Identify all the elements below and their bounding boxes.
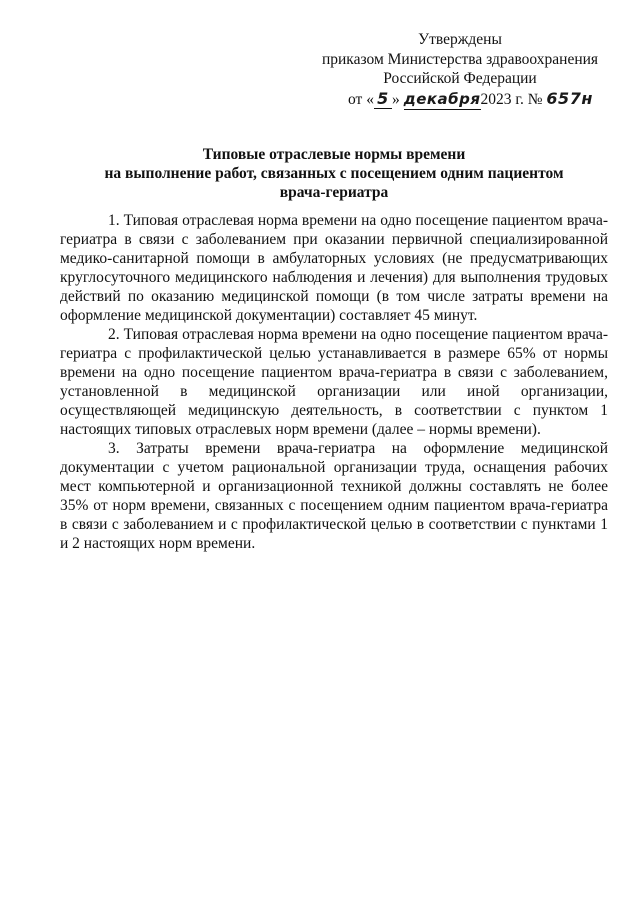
handwritten-day: 5 [374, 89, 392, 110]
approval-date-line [300, 89, 620, 111]
handwritten-month: декабря [404, 90, 481, 111]
date-prefix: от « [348, 90, 374, 108]
title-line-3: врача-гериатра [279, 184, 389, 201]
approval-country: Российской Федерации [383, 70, 537, 87]
date-day-close: » [391, 90, 400, 108]
paragraph-1: 1. Типовая отраслевая норма времени на одно посещение пациентом врача-гериатра в связи с заболеванием при оказании первичной специализированной медико-санитарной помощи в амбулаторных условиях (не предусматривающих круглосуточного медицинского наблюдения и лечения) для выполнения трудовых действий по оказанию медицинской помощи (в том числе затраты времени на оформление медицинской документации) составляет 45 минут. [60, 212, 608, 324]
year-and-number-label: 2023 г. № [480, 90, 543, 108]
title-line-1: Типовые отраслевые нормы времени [202, 146, 466, 163]
handwritten-order-number: 657н [546, 88, 593, 108]
document-body [60, 211, 608, 553]
document-title [60, 145, 608, 202]
paragraph-3: 3. Затраты времени врача-гериатра на оформление медицинской документации с учетом рациональной организации труда, оснащения рабочих мест компьютерной и организационной техникой должны составлять не более 35% от норм времени, связанных с посещением одним пациентом врача-гериатра в связи с заболеванием и с профилактической целью в соответствии с пунктами 1 и 2 настоящих норм времени. [60, 440, 608, 552]
title-line-2: на выполнение работ, связанных с посещением одним пациентом [104, 165, 564, 182]
approval-block [300, 30, 620, 110]
approval-heading: Утверждены [418, 31, 502, 48]
paragraph-2: 2. Типовая отраслевая норма времени на одно посещение пациентом врача-гериатра с профилактической целью устанавливается в размере 65% от нормы времени на одно посещение пациентом врача-гериатра в связи с заболеванием, установленной в медицинской организации или иной организации, осуществляющей медицинскую деятельность, в соответствии с пунктом 1 настоящих типовых отраслевых норм времени (далее – нормы времени). [60, 326, 608, 438]
approval-issuer: приказом Министерства здравоохранения [321, 50, 599, 68]
